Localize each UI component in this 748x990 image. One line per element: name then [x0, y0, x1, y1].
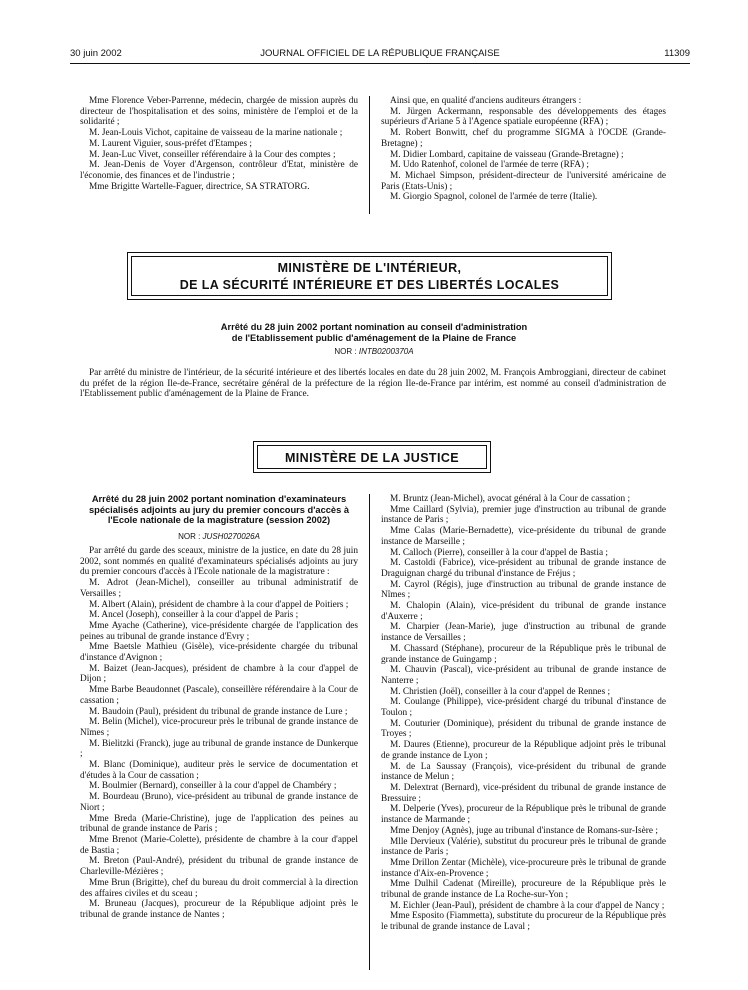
list-item: Mme Brenot (Marie-Colette), présidente de chambre à la cour d'appel de Bastia ; [80, 834, 358, 856]
header-page-number: 11309 [664, 48, 690, 59]
list-item: Par arrêté du garde des sceaux, ministre de la justice, en date du 28 juin 2002, sont nommés en qualité d'examinateurs spécialisés adjoints au jury du premier concours d'accès à l'Ecole nationale de la magistrature : [80, 546, 358, 578]
list-item: Mme Esposito (Fiammetta), substitute du procureur de la République près le tribunal de grande instance de Laval ; [381, 911, 666, 933]
column-divider [369, 494, 370, 970]
list-item: M. Coulange (Philippe), vice-président chargé du tribunal d'instance de Toulon ; [381, 697, 666, 719]
list-item: Mme Brigitte Wartelle-Faguer, directrice, SA STRATORG. [89, 181, 310, 192]
list-item: Mme Baetsle Mathieu (Gisèle), vice-présidente chargée du tribunal d'instance d'Avignon ; [80, 642, 358, 664]
list-item: M. Boulmier (Bernard), conseiller à la cour d'appel de Chambéry ; [89, 781, 337, 792]
arrete-interior-text: Par arrêté du ministre de l'intérieur, de la sécurité intérieure et des libertés locales en date du 28 juin 2002, M. François Ambroggiani, directeur de cabinet du préfet de la région Ile-de-France, secrétaire général de la préfecture de la région Ile-de-France par intérim, est nommé au conseil d'administration de l'Etablissement public d'aménagement de la Plaine de France. [80, 368, 666, 400]
nor-code: JUSH0270026A [202, 532, 260, 541]
list-item: Mme Calas (Marie-Bernadette), vice-présidente du tribunal de grande instance de Marseille ; [381, 526, 666, 547]
list-item: M. Chauvin (Pascal), vice-président au tribunal de grande instance de Nanterre ; [381, 665, 666, 686]
list-item: M. Delperie (Yves), procureur de la République près le tribunal de grande instance de Marmande ; [381, 804, 666, 826]
list-item: M. Castoldi (Fabrice), vice-président au tribunal de grande instance de Draguignan chargé du tribunal d'instance de Fréjus ; [381, 558, 666, 579]
list-item: M. Giorgio Spagnol, colonel de l'armée de terre (Italie). [390, 192, 598, 203]
nor-interior [80, 347, 668, 356]
nor-code: INTB0200370A [358, 347, 414, 356]
list-item: M. Jean-Luc Vivet, conseiller référendaire à la Cour des comptes ; [89, 149, 336, 160]
list-item: M. Jean-Louis Vichot, capitaine de vaisseau de la marine nationale ; [89, 128, 343, 139]
list-item: M. Christien (Joël), conseiller à la cour d'appel de Rennes ; [390, 686, 611, 697]
list-item: M. Ancel (Joseph), conseiller à la cour d'appel de Paris ; [89, 610, 299, 621]
arrete-interior-title-line1: Arrêté du 28 juin 2002 portant nomination au conseil d'administration [220, 322, 528, 332]
list-item: M. Adrot (Jean-Michel), conseiller au tribunal administratif de Versailles ; [80, 578, 358, 599]
nor-justice [80, 532, 358, 541]
list-item: Mme Breda (Marie-Christine), juge de l'application des peines au tribunal de grande instance de Paris ; [80, 813, 358, 835]
justice-left-column [80, 546, 358, 921]
ministry-interior-line1: MINISTÈRE DE L'INTÉRIEUR, [277, 261, 462, 275]
list-item: M. Charpier (Jean-Marie), juge d'instruction au tribunal de grande instance de Versailles ; [381, 622, 666, 644]
ministry-interior-line2: DE LA SÉCURITÉ INTÉRIEURE ET DES LIBERTÉS LOCALES [179, 278, 560, 292]
list-item: M. Laurent Viguier, sous-préfet d'Etampes ; [89, 138, 252, 149]
list-item: M. Didier Lombard, capitaine de vaisseau (Grande-Bretagne) ; [390, 149, 624, 160]
ministry-justice-label: MINISTÈRE DE LA JUSTICE [284, 451, 460, 465]
nor-label: NOR : [334, 347, 357, 356]
list-item: Mme Florence Veber-Parrenne, médecin, chargée de mission auprès du directeur de l'hospitalisation et des soins, ministère de l'emploi et de la solidarité ; [80, 96, 358, 128]
list-item: Mme Drillon Zentar (Michèle), vice-procureure près le tribunal de grande instance d'Aix-en-Provence ; [381, 857, 666, 879]
list-item: M. Daures (Etienne), procureur de la République adjoint près le tribunal de grande instance de Lyon ; [381, 740, 666, 761]
list-item: M. Bruntz (Jean-Michel), avocat général à la Cour de cassation ; [390, 494, 631, 504]
list-item: M. de La Saussay (François), vice-président du tribunal de grande instance de Melun ; [381, 761, 666, 783]
arrete-justice-title: Arrêté du 28 juin 2002 portant nomination d'examinateurs spécialisés adjoints au jury du premier concours d'accès à l'Ecole nationale de la magistrature (session 2002) [88, 494, 350, 526]
header-date: 30 juin 2002 [70, 48, 122, 59]
list-item: M. Belin (Michel), vice-procureur près le tribunal de grande instance de Nîmes ; [80, 717, 358, 738]
arrete-interior-title-line2: de l'Etablissement public d'aménagement de la Plaine de France [231, 332, 517, 343]
list-item: M. Eichler (Jean-Paul), président de chambre à la cour d'appel de Nancy ; [390, 900, 665, 911]
list-item: M. Baizet (Jean-Jacques), président de chambre à la cour d'appel de Dijon ; [80, 663, 358, 685]
top-right-column [381, 96, 666, 203]
ministry-interior-box [127, 252, 612, 300]
list-item: M. Jürgen Ackermann, responsable des développements des étages supérieurs d'Ariane 5 à l'Agence spatiale européenne (RFA) ; [381, 106, 666, 128]
list-item: M. Chalopin (Alain), vice-président du tribunal de grande instance d'Auxerre ; [381, 601, 666, 622]
list-item: Mme Dulhil Cadenat (Mireille), procureure de la République près le tribunal de grande instance de La Roche-sur-Yon ; [381, 879, 666, 901]
list-item: M. Bourdeau (Bruno), vice-président au tribunal de grande instance de Niort ; [80, 792, 358, 813]
top-left-column [80, 96, 358, 192]
list-item: M. Bruneau (Jacques), procureur de la République adjoint près le tribunal de grande instance de Nantes ; [80, 899, 358, 920]
list-item: M. Udo Ratenhof, colonel de l'armée de terre (RFA) ; [390, 160, 589, 171]
list-item: M. Baudoin (Paul), président du tribunal de grande instance de Lure ; [89, 706, 348, 717]
header-rule [70, 63, 690, 64]
list-item: Ainsi que, en qualité d'anciens auditeurs étrangers : [390, 96, 582, 106]
list-item: M. Couturier (Dominique), président du tribunal de grande instance de Troyes ; [381, 718, 666, 740]
list-item: M. Blanc (Dominique), auditeur près le service de documentation et d'études à la Cour de cassation ; [80, 760, 358, 781]
list-item: Mme Brun (Brigitte), chef du bureau du droit commercial à la direction des affaires civiles et du sceau ; [80, 877, 358, 899]
list-item: M. Delextrat (Bernard), vice-président du tribunal de grande instance de Bressuire ; [381, 782, 666, 804]
list-item: M. Michael Simpson, président-directeur de l'université américaine de Paris (Etats-Unis) ; [381, 170, 666, 192]
list-item: M. Cayrol (Régis), juge d'instruction au tribunal de grande instance de Nîmes ; [381, 579, 666, 601]
list-item: M. Chassard (Stéphane), procureur de la République près le tribunal de grande instance de Guingamp ; [381, 643, 666, 665]
list-item: Mlle Dervieux (Valérie), substitut du procureur près le tribunal de grande instance de Paris ; [381, 836, 666, 858]
page-header [70, 48, 690, 64]
list-item: Mme Ayache (Catherine), vice-présidente chargée de l'application des peines au tribunal de grande instance d'Evry ; [80, 620, 358, 642]
list-item: M. Jean-Denis de Voyer d'Argenson, contrôleur d'Etat, ministère de l'économie, des finances et de l'industrie ; [80, 160, 358, 181]
list-item: M. Albert (Alain), président de chambre à la cour d'appel de Poitiers ; [89, 599, 349, 610]
list-item: Mme Caillard (Sylvia), premier juge d'instruction au tribunal de grande instance de Paris ; [381, 504, 666, 526]
list-item: M. Bielitzki (Franck), juge au tribunal de grande instance de Dunkerque ; [80, 738, 358, 760]
ministry-justice-box [253, 441, 491, 473]
header-title: JOURNAL OFFICIEL DE LA RÉPUBLIQUE FRANÇAISE [260, 48, 500, 59]
list-item: Mme Denjoy (Agnès), juge au tribunal d'instance de Romans-sur-Isère ; [390, 825, 658, 836]
list-item: Mme Barbe Beaudonnet (Pascale), conseillère référendaire à la Cour de cassation ; [80, 685, 358, 706]
list-item: M. Breton (Paul-André), président du tribunal de grande instance de Charleville-Mézières ; [80, 856, 358, 878]
list-item: M. Robert Bonwitt, chef du programme SIGMA à l'OCDE (Grande-Bretagne) ; [381, 128, 666, 149]
arrete-interior-title [80, 322, 668, 343]
justice-right-column [381, 494, 666, 933]
nor-label: NOR : [178, 532, 201, 541]
list-item: M. Calloch (Pierre), conseiller à la cour d'appel de Bastia ; [390, 547, 609, 558]
column-divider [369, 96, 370, 214]
